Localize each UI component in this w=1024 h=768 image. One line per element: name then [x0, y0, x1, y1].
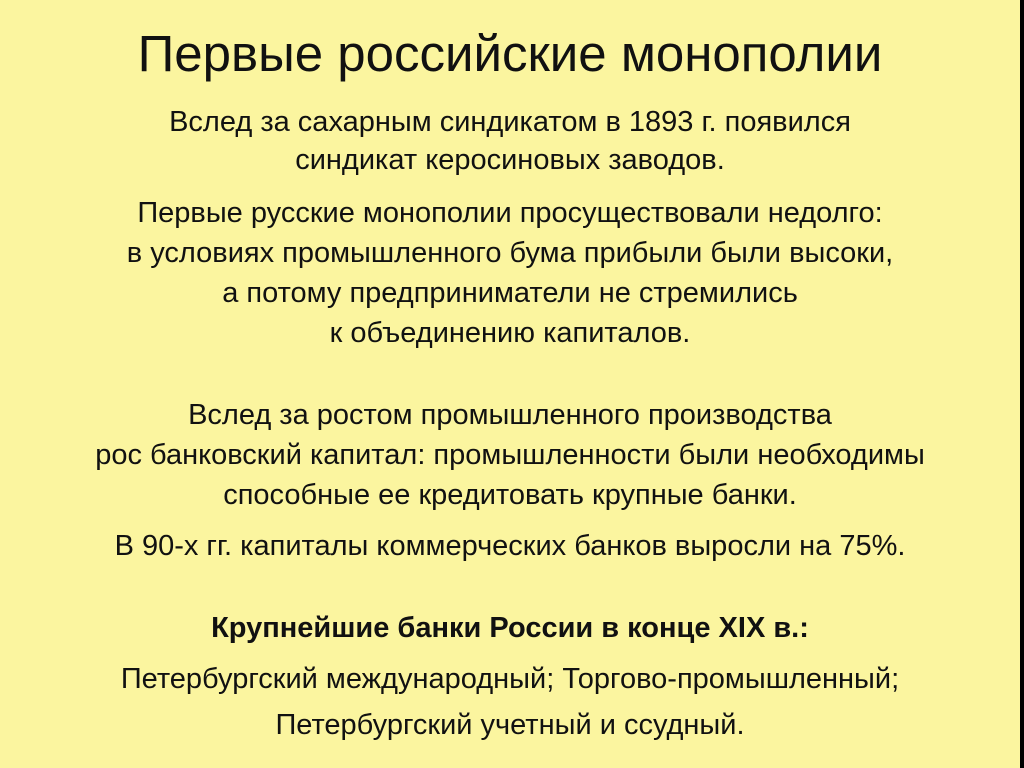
- paragraph-line: Петербургский международный; Торгово-промышленный;: [120, 663, 900, 695]
- paragraph-line: рос банковский капитал: промышленности были необходимы: [95, 439, 925, 471]
- paragraph-line: к объединению капиталов.: [329, 317, 691, 349]
- paragraph-line: Крупнейшие банки России в конце XIX в.:: [211, 612, 809, 644]
- largest-banks-heading: [0, 608, 1020, 648]
- paragraph-line: Вслед за сахарным синдикатом в 1893 г. появился: [169, 106, 851, 138]
- paragraph-line: способные ее кредитовать крупные банки.: [223, 479, 797, 511]
- paragraph-bank-list: [0, 656, 1020, 748]
- paragraph-line: а потому предприниматели не стремились: [222, 277, 798, 309]
- paragraph-line: в условиях промышленного бума прибыли были высоки,: [126, 237, 894, 269]
- paragraph-early-monopolies: [0, 193, 1020, 353]
- paragraph-line: В 90-х гг. капиталы коммерческих банков выросли на 75%.: [114, 530, 906, 562]
- slide-title: Первые российские монополии: [137, 25, 883, 82]
- paragraph-line: Первые русские монополии просуществовали недолго:: [137, 197, 883, 229]
- paragraph-bank-capital: [0, 395, 1020, 515]
- paragraph-line: Вслед за ростом промышленного производства: [188, 399, 832, 431]
- paragraph-line: синдикат керосиновых заводов.: [295, 144, 725, 176]
- paragraph-kerosene-syndicate: [0, 103, 1020, 179]
- paragraph-bank-growth: [0, 526, 1020, 566]
- paragraph-line: Петербургский учетный и ссудный.: [275, 709, 745, 741]
